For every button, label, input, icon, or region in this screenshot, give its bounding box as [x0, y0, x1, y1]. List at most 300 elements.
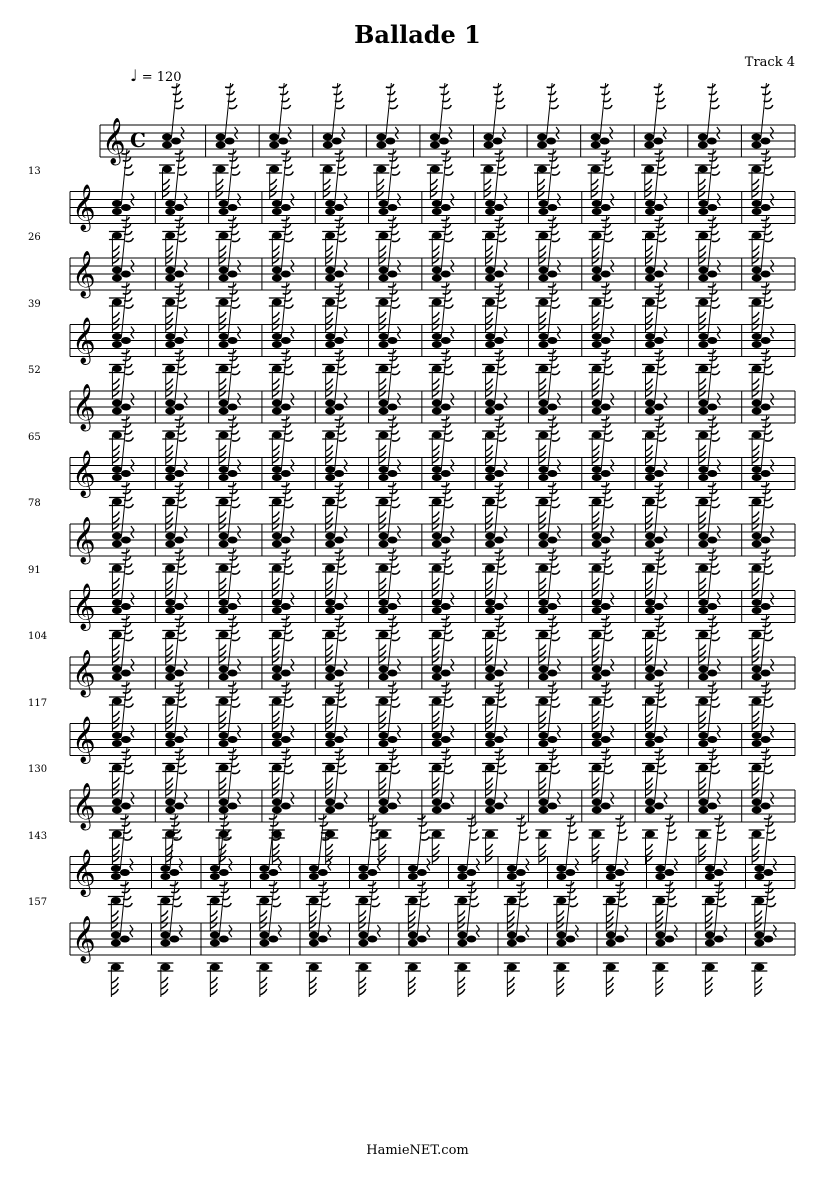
notehead [432, 466, 442, 473]
note-flag [752, 778, 759, 784]
notehead [752, 732, 762, 739]
note-stem [655, 549, 661, 603]
notehead [441, 337, 451, 344]
note-flag [539, 778, 546, 784]
notehead [592, 474, 602, 481]
notehead [228, 337, 238, 344]
note-flag [548, 683, 556, 687]
notehead [707, 337, 717, 344]
notehead [707, 736, 717, 743]
note-flag [232, 305, 240, 309]
note-flag [326, 252, 333, 258]
notehead [216, 142, 226, 149]
notehead [219, 936, 229, 943]
notehead [228, 803, 238, 810]
notehead [121, 603, 131, 610]
note-flag [617, 823, 625, 827]
notehead [112, 599, 122, 606]
note-flag [121, 483, 129, 487]
notehead [430, 142, 440, 149]
note-stem [761, 216, 767, 270]
notehead [752, 275, 762, 282]
note-flag [498, 637, 506, 641]
notehead [259, 873, 269, 880]
note-flag [388, 483, 396, 487]
treble-clef-icon: 𝄞 [72, 184, 96, 231]
notehead [592, 541, 602, 548]
notehead [325, 674, 335, 681]
note-flag [658, 504, 666, 508]
note-flag [335, 350, 343, 354]
notehead [485, 740, 495, 747]
notehead [485, 831, 495, 838]
notehead [272, 631, 282, 638]
notehead [432, 565, 442, 572]
note-flag [121, 683, 129, 687]
notehead [112, 365, 122, 372]
note-flag [229, 424, 237, 428]
note-flag [699, 379, 706, 385]
note-flag [765, 889, 773, 893]
note-stem [281, 748, 287, 802]
note-flag [326, 246, 333, 252]
notehead [752, 408, 762, 415]
notehead [538, 807, 548, 814]
note-flag [112, 711, 119, 717]
notehead [272, 208, 282, 215]
note-flag [229, 357, 237, 361]
note-flag [339, 305, 347, 309]
note-flag [272, 850, 279, 856]
note-stem [335, 682, 341, 736]
notehead [268, 869, 278, 876]
treble-clef-icon: 𝄞 [72, 849, 96, 896]
note-flag [752, 512, 759, 518]
note-flag [539, 651, 546, 657]
note-flag [518, 889, 526, 893]
note-flag [646, 645, 653, 651]
measure-number: 143 [28, 830, 48, 842]
notehead [538, 267, 548, 274]
note-flag [445, 770, 453, 774]
note-stem [714, 881, 720, 935]
notehead [705, 940, 715, 947]
note-flag [281, 683, 289, 687]
note-flag [646, 379, 653, 385]
note-flag [272, 844, 279, 850]
note-flag [281, 217, 289, 221]
note-flag [552, 637, 560, 641]
note-flag [112, 578, 119, 584]
note-flag [379, 252, 386, 258]
notehead [378, 599, 388, 606]
notehead [601, 470, 611, 477]
note-flag [389, 357, 397, 361]
note-flag [232, 371, 240, 375]
note-flag [699, 711, 706, 717]
note-flag [125, 371, 133, 375]
note-flag [124, 837, 132, 841]
notehead [272, 764, 282, 771]
note-flag [432, 252, 439, 258]
note-flag [281, 350, 289, 354]
note-stem [228, 150, 234, 204]
notehead [219, 275, 229, 282]
note-flag [210, 983, 217, 989]
note-flag [121, 417, 129, 421]
note-flag [549, 357, 557, 361]
notehead [174, 803, 184, 810]
note-flag [656, 917, 663, 923]
notehead [538, 631, 548, 638]
notehead [705, 897, 715, 904]
notehead [121, 337, 131, 344]
note-flag [752, 451, 759, 457]
note-flag [392, 305, 400, 309]
notehead [378, 831, 388, 838]
note-flag [496, 623, 504, 627]
note-flag [762, 424, 770, 428]
notehead [441, 271, 451, 278]
notehead [432, 674, 442, 681]
notehead [547, 736, 557, 743]
notehead [538, 740, 548, 747]
note-flag [548, 151, 556, 155]
notehead [432, 200, 442, 207]
notehead [228, 603, 238, 610]
note-flag [495, 616, 503, 620]
notehead [698, 533, 708, 540]
notehead [165, 732, 175, 739]
note-flag [655, 350, 663, 354]
notehead [219, 607, 229, 614]
note-flag [552, 371, 560, 375]
note-flag [335, 217, 343, 221]
note-flag [765, 504, 773, 508]
notehead [112, 831, 122, 838]
note-flag [309, 983, 316, 989]
notehead [165, 275, 175, 282]
notehead [547, 404, 557, 411]
notehead [378, 565, 388, 572]
note-flag [389, 291, 397, 295]
note-flag [166, 711, 173, 717]
note-flag [125, 770, 133, 774]
notehead [358, 964, 368, 971]
notehead [485, 275, 495, 282]
note-flag [441, 350, 449, 354]
note-flag [755, 989, 762, 995]
notehead [219, 498, 229, 505]
notehead [174, 537, 184, 544]
note-stem [269, 815, 275, 869]
notehead [378, 408, 388, 415]
notehead [538, 365, 548, 372]
notehead [507, 865, 517, 872]
note-flag [761, 483, 769, 487]
note-flag [166, 717, 173, 723]
note-flag [432, 778, 439, 784]
notehead [219, 232, 229, 239]
notehead [592, 208, 602, 215]
notehead [325, 666, 335, 673]
notehead [432, 400, 442, 407]
note-flag [432, 246, 439, 252]
notehead [707, 271, 717, 278]
note-flag [379, 512, 386, 518]
note-flag [179, 770, 187, 774]
note-flag [272, 645, 279, 651]
notehead [592, 400, 602, 407]
notehead [228, 537, 238, 544]
notehead [601, 271, 611, 278]
note-flag [281, 151, 289, 155]
notehead [219, 333, 229, 340]
note-flag [755, 911, 762, 917]
notehead [592, 674, 602, 681]
notehead [174, 337, 184, 344]
notehead [538, 541, 548, 548]
notehead [210, 964, 220, 971]
note-flag [699, 584, 706, 590]
notehead [325, 698, 335, 705]
note-flag [285, 637, 293, 641]
notehead [485, 400, 495, 407]
note-stem [548, 416, 554, 470]
notehead [538, 599, 548, 606]
notehead [645, 466, 655, 473]
note-stem [665, 881, 671, 935]
note-flag [285, 571, 293, 575]
notehead [537, 142, 547, 149]
note-flag [486, 850, 493, 856]
note-flag [441, 217, 449, 221]
note-flag [601, 749, 609, 753]
note-stem [548, 150, 554, 204]
notehead [538, 831, 548, 838]
note-flag [283, 756, 291, 760]
note-flag [550, 105, 558, 109]
notehead [112, 333, 122, 340]
notehead [494, 337, 504, 344]
note-flag [421, 837, 429, 841]
note-flag [645, 179, 652, 185]
note-stem [121, 416, 127, 470]
notehead [162, 166, 172, 173]
note-flag [125, 305, 133, 309]
note-flag [335, 749, 343, 753]
notehead [309, 873, 319, 880]
notehead [281, 470, 291, 477]
notehead [259, 964, 269, 971]
note-flag [219, 584, 226, 590]
notehead [378, 607, 388, 614]
note-flag [260, 911, 267, 917]
notehead [174, 603, 184, 610]
notehead [698, 267, 708, 274]
notehead [592, 599, 602, 606]
notehead [606, 964, 616, 971]
notehead [281, 736, 291, 743]
note-flag [272, 318, 279, 324]
notehead [358, 873, 368, 880]
note-flag [441, 749, 449, 753]
note-flag [283, 623, 291, 627]
note-stem [708, 283, 714, 337]
notehead [494, 404, 504, 411]
note-flag [445, 238, 453, 242]
note-flag [432, 717, 439, 723]
note-flag [708, 683, 716, 687]
note-flag [552, 704, 560, 708]
notehead [112, 740, 122, 747]
note-flag [619, 903, 627, 907]
note-stem [761, 682, 767, 736]
notehead [432, 740, 442, 747]
note-flag [486, 518, 493, 524]
note-flag [232, 571, 240, 575]
note-flag [699, 778, 706, 784]
note-flag [379, 844, 386, 850]
notehead [645, 232, 655, 239]
notehead [714, 936, 724, 943]
note-stem [269, 881, 275, 935]
notehead [752, 200, 762, 207]
notehead [754, 964, 764, 971]
note-flag [549, 690, 557, 694]
note-flag [567, 889, 575, 893]
notehead [272, 740, 282, 747]
note-flag [655, 749, 663, 753]
notehead [761, 803, 771, 810]
notehead [592, 631, 602, 638]
note-flag [173, 91, 181, 95]
note-flag [712, 305, 720, 309]
note-flag [219, 651, 226, 657]
notehead [494, 537, 504, 544]
note-stem [170, 815, 176, 869]
note-flag [392, 704, 400, 708]
notehead [334, 404, 344, 411]
note-flag [125, 438, 133, 442]
notehead [432, 831, 442, 838]
measure-number: 52 [28, 365, 41, 376]
note-flag [175, 683, 183, 687]
note-flag [441, 616, 449, 620]
notehead [169, 936, 179, 943]
note-flag [507, 977, 514, 983]
notehead [334, 537, 344, 544]
note-flag [336, 424, 344, 428]
note-flag [761, 350, 769, 354]
note-stem [495, 482, 501, 536]
note-flag [175, 616, 183, 620]
note-flag [538, 179, 545, 185]
note-flag [121, 616, 129, 620]
note-stem [493, 83, 499, 137]
notehead [457, 940, 467, 947]
note-flag [605, 704, 613, 708]
notehead [485, 200, 495, 207]
notehead [376, 134, 386, 141]
note-flag [166, 445, 173, 451]
note-flag [112, 385, 119, 391]
notehead [281, 670, 291, 677]
notehead [121, 404, 131, 411]
note-flag [592, 445, 599, 451]
note-flag [326, 379, 333, 385]
notehead [485, 466, 495, 473]
notehead [378, 740, 388, 747]
notehead [591, 142, 601, 149]
note-flag [486, 711, 493, 717]
note-flag [339, 504, 347, 508]
note-flag [166, 651, 173, 657]
notehead [606, 873, 616, 880]
note-stem [708, 150, 714, 204]
note-flag [121, 217, 129, 221]
note-flag [432, 518, 439, 524]
note-flag [656, 977, 663, 983]
note-flag [708, 616, 716, 620]
note-flag [336, 105, 344, 109]
note-flag [326, 717, 333, 723]
note-flag [539, 645, 546, 651]
note-flag [592, 784, 599, 790]
note-flag [392, 504, 400, 508]
notehead [367, 936, 377, 943]
note-flag [764, 816, 772, 820]
note-flag [699, 312, 706, 318]
footer-site: HamieNET.com [366, 1143, 469, 1158]
notehead [457, 964, 467, 971]
note-flag [592, 379, 599, 385]
note-flag [761, 84, 769, 88]
notehead [601, 204, 611, 211]
notehead [278, 138, 288, 145]
note-flag [419, 889, 427, 893]
note-flag [486, 784, 493, 790]
note-stem [175, 416, 181, 470]
note-flag [430, 185, 437, 191]
note-flag [496, 756, 504, 760]
notehead [358, 932, 368, 939]
note-flag [228, 350, 236, 354]
note-flag [389, 557, 397, 561]
notehead [272, 541, 282, 548]
note-flag [552, 305, 560, 309]
note-flag [326, 312, 333, 318]
note-flag [486, 584, 493, 590]
notehead [752, 365, 762, 372]
note-flag [443, 690, 451, 694]
note-stem [566, 881, 572, 935]
notehead [325, 408, 335, 415]
notehead [432, 474, 442, 481]
note-stem [121, 748, 127, 802]
note-stem [335, 549, 341, 603]
notehead [645, 208, 655, 215]
note-flag [326, 778, 333, 784]
note-flag [601, 417, 609, 421]
note-flag [486, 451, 493, 457]
note-stem [439, 83, 445, 137]
note-flag [605, 504, 613, 508]
notehead [272, 400, 282, 407]
note-flag [592, 451, 599, 457]
notehead [325, 341, 335, 348]
note-flag [605, 438, 613, 442]
